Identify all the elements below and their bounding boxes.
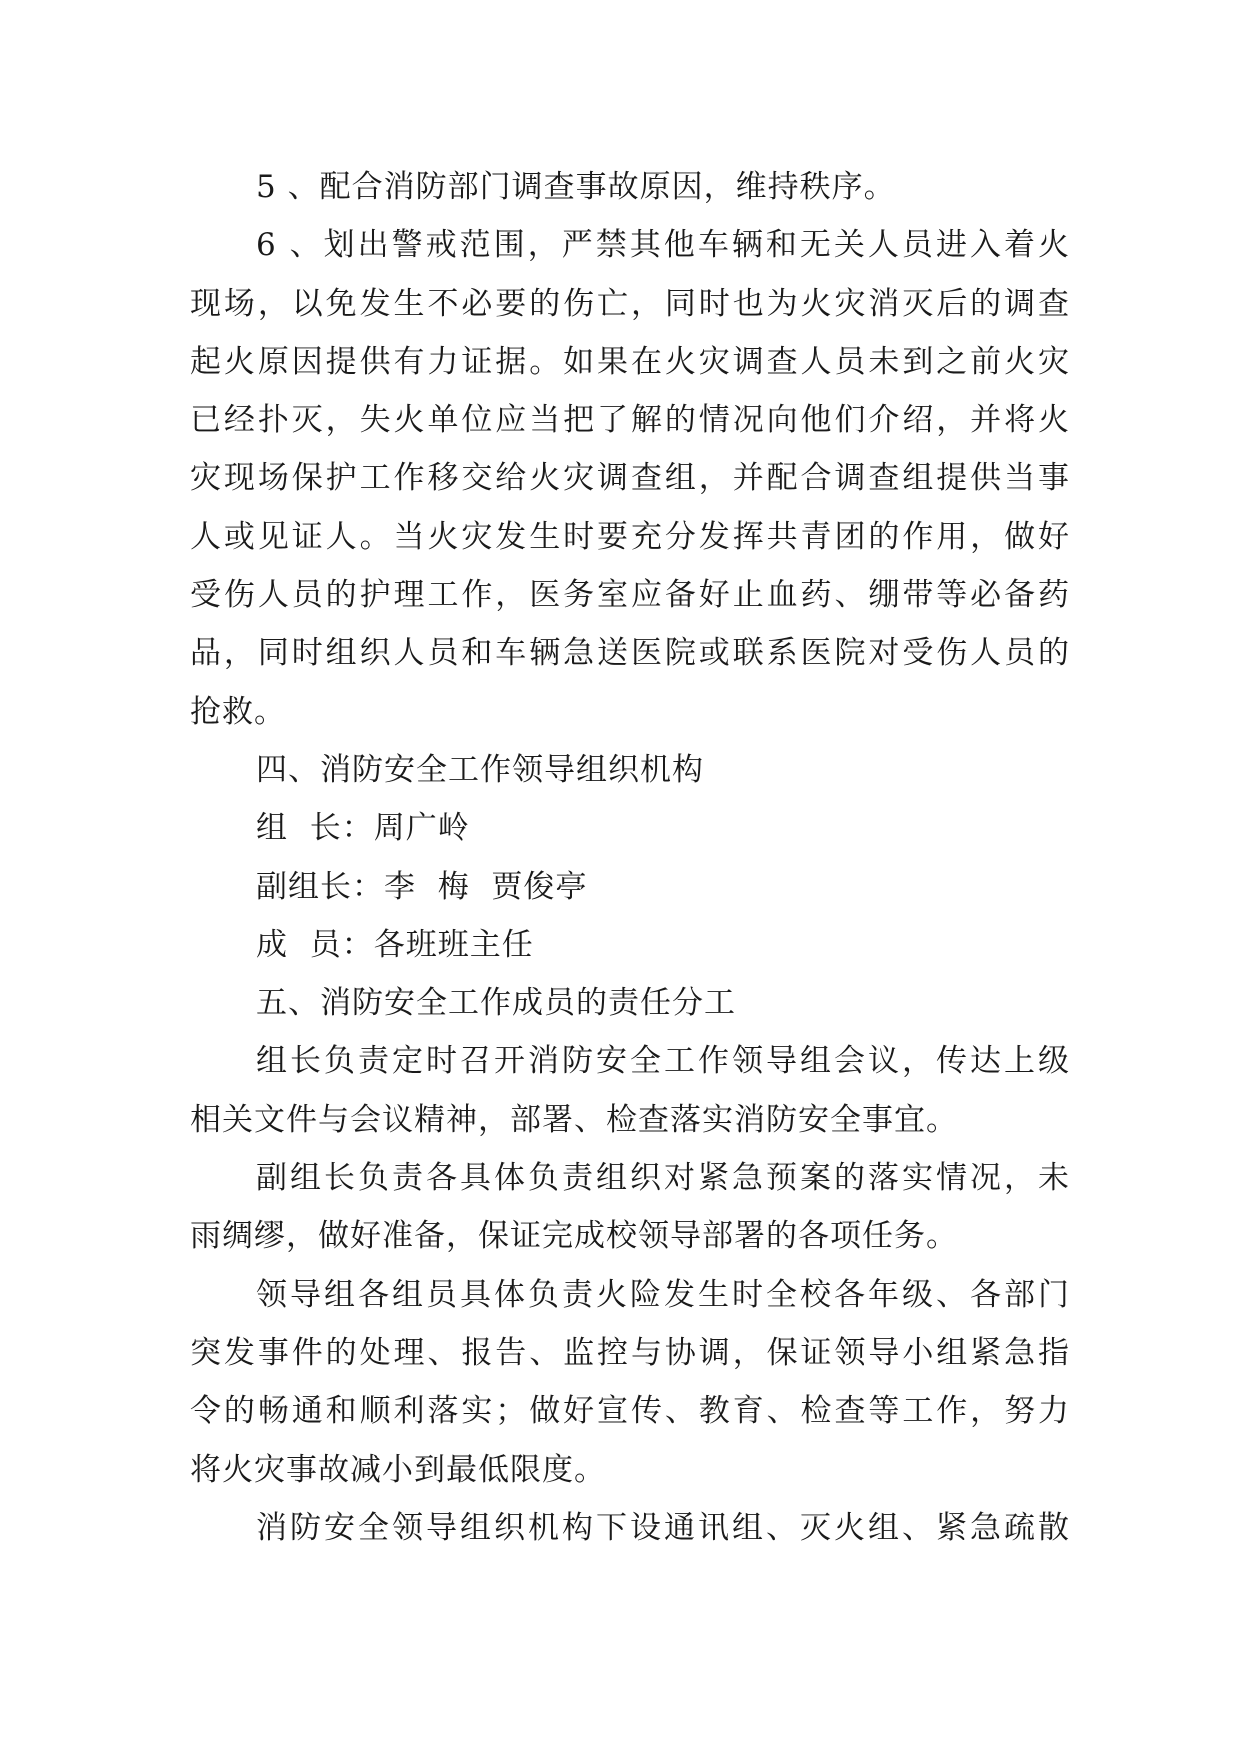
document-body — [190, 158, 1070, 1557]
text-line: 现场，以免发生不必要的伤亡，同时也为火灾消灭后的调查 — [190, 285, 1070, 322]
text-line: 品，同时组织人员和车辆急送医院或联系医院对受伤人员的 — [190, 635, 1070, 672]
text-line: 组长负责定时召开消防安全工作领导组会议，传达上级 — [256, 1043, 1070, 1080]
text-line: 5 、配合消防部门调查事故原因，维持秩序。 — [256, 169, 896, 205]
text-line: 领导组各组员具体负责火险发生时全校各年级、各部门 — [256, 1276, 1070, 1313]
text-line: 灾现场保护工作移交给火灾调查组，并配合调查组提供当事 — [190, 460, 1070, 497]
text-line: 消防安全领导组织机构下设通讯组、灭火组、紧急疏散 — [256, 1509, 1070, 1546]
text-line: 相关文件与会议精神，部署、检查落实消防安全事宜。 — [190, 1101, 958, 1138]
text-line: 令的畅通和顺利落实；做好宣传、教育、检查等工作，努力 — [190, 1393, 1070, 1430]
text-line: 组 长：周广岭 — [256, 810, 470, 847]
text-line: 已经扑灭，失火单位应当把了解的情况向他们介绍，并将火 — [190, 402, 1070, 439]
text-line: 四、消防安全工作领导组织机构 — [256, 751, 704, 788]
text-line: 副组长负责各具体负责组织对紧急预案的落实情况，未 — [256, 1160, 1070, 1197]
text-line: 人或见证人。当火灾发生时要充分发挥共青团的作用，做好 — [190, 518, 1070, 555]
text-line: 突发事件的处理、报告、监控与协调，保证领导小组紧急指 — [190, 1334, 1070, 1371]
text-line: 副组长：李 梅 贾俊亭 — [256, 868, 588, 905]
text-line: 起火原因提供有力证据。如果在火灾调查人员未到之前火灾 — [190, 343, 1070, 380]
text-line: 将火灾事故减小到最低限度。 — [190, 1451, 606, 1488]
text-line: 成 员：各班班主任 — [256, 926, 534, 963]
text-line: 雨绸缪，做好准备，保证完成校领导部署的各项任务。 — [190, 1218, 958, 1255]
text-line: 受伤人员的护理工作，医务室应备好止血药、绷带等必备药 — [190, 577, 1070, 614]
text-line: 抢救。 — [190, 693, 286, 730]
text-line: 6 、划出警戒范围，严禁其他车辆和无关人员进入着火 — [256, 227, 1070, 264]
text-line: 五、消防安全工作成员的责任分工 — [256, 985, 736, 1022]
